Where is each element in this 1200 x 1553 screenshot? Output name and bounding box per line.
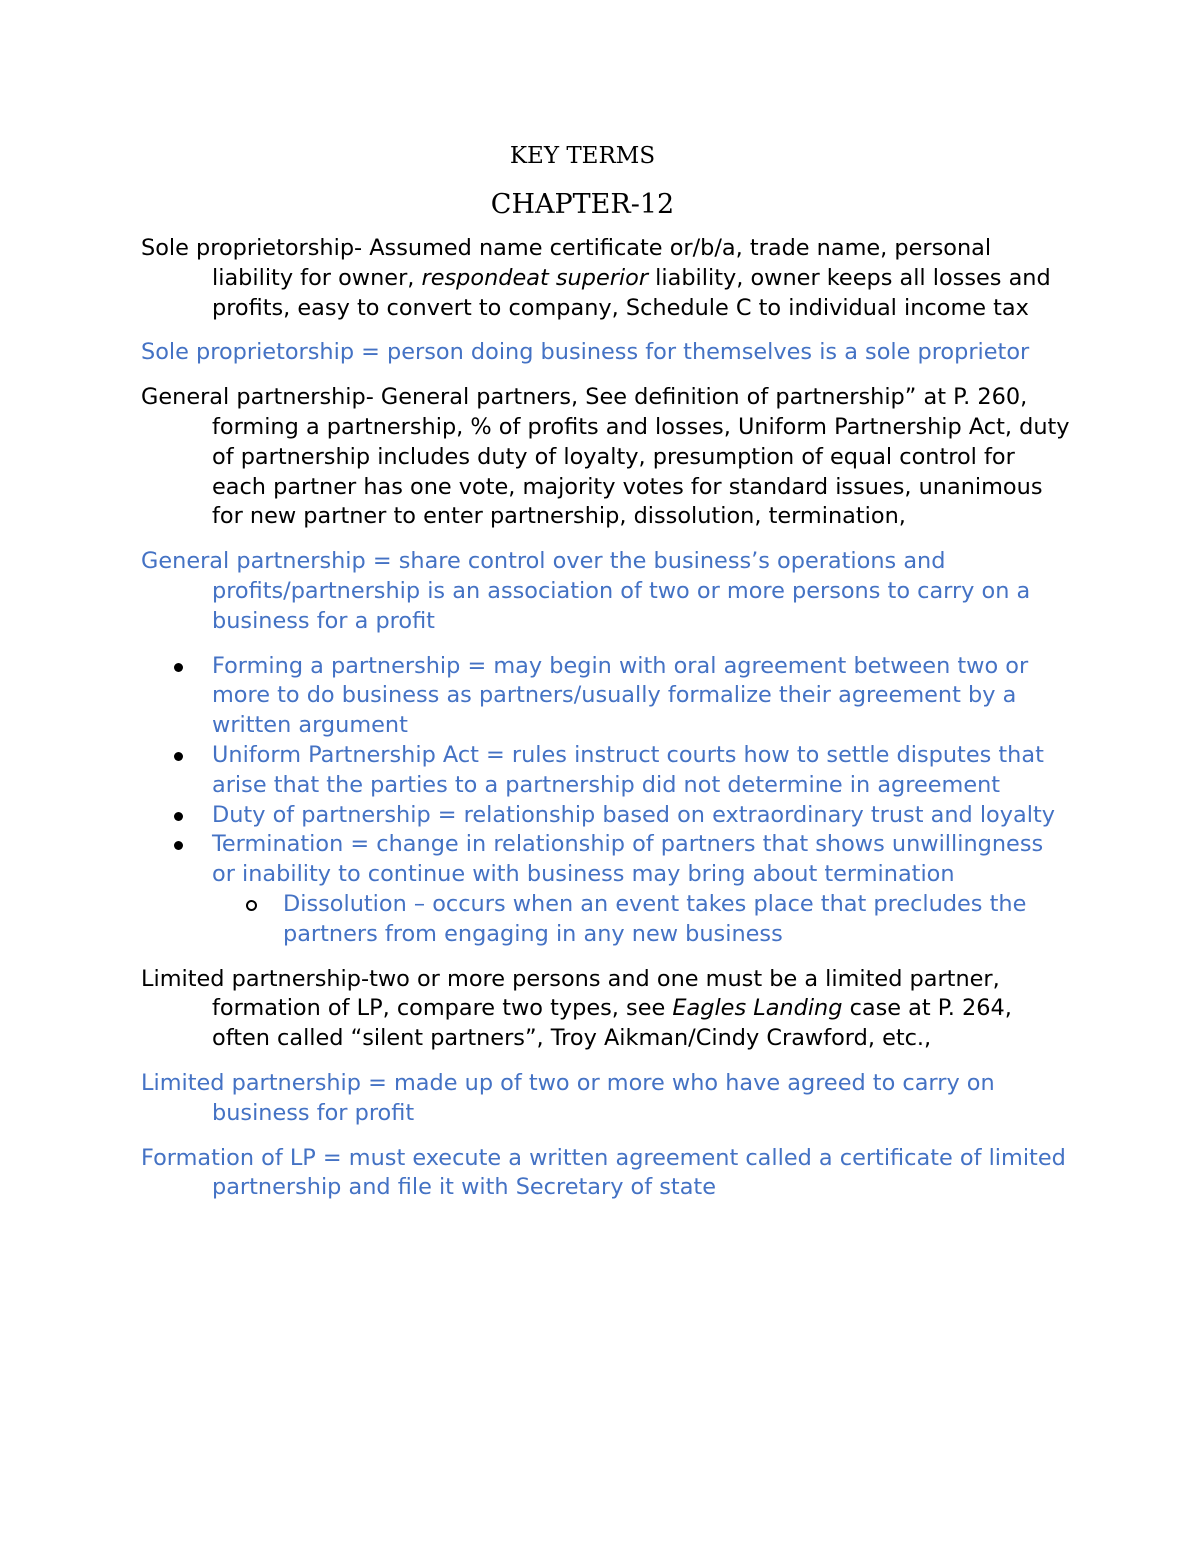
general-partnership-definition: General partnership = share control over the business’s operations and profits/partnership is an association of two or more persons to carry on a business for a profit: [141, 548, 1031, 634]
general-partnership-terms: General partnership- General partners, See definition of partnership” at P. 260, forming a partnership, % of profits and losses, Uniform Partnership Act, duty of partnership includes duty of loyalty, presumption of equal control for each partner has one vote, majority votes for standard issues, unanimous for new partner to enter partnership, dissolution, termination,: [141, 384, 1070, 530]
list-item: Termination = change in relationship of partners that shows unwillingness or inability to continue with business may bring about termination Dissolution – occurs when an event takes place that precludes the partners from engaging in any new business: [212, 830, 1071, 949]
list-item: Dissolution – occurs when an event takes place that precludes the partners from engaging in any new business: [283, 890, 1071, 950]
document-body: [141, 234, 1071, 1218]
formation-of-lp-definition: Formation of LP = must execute a written agreement called a certificate of limited partnership and file it with Secretary of state: [141, 1144, 1066, 1201]
sole-proprietorship-definition: Sole proprietorship = person doing business for themselves is a sole proprietor: [141, 339, 1030, 366]
limited-partnership-definition: Limited partnership = made up of two or more who have agreed to carry on business for profit: [141, 1069, 995, 1126]
key-terms-heading: KEY TERMS: [509, 143, 656, 169]
limited-partnership-terms: Limited partnership-two or more persons and one must be a limited partner, formation of LP, compare two types, see Eagles Landing case at P. 264, often called “silent partners”, Troy Aikman/Cindy Crawford, etc.,: [141, 965, 1012, 1052]
chapter-heading: CHAPTER-12: [490, 189, 675, 220]
bullet-icon: [174, 663, 183, 672]
list-item: Duty of partnership = relationship based on extraordinary trust and loyalty: [212, 801, 1071, 831]
hollow-bullet-icon: [246, 900, 257, 911]
bullet-icon: [174, 841, 183, 850]
bullet-icon: [174, 752, 183, 761]
general-partnership-bullet-list: [141, 652, 1071, 950]
list-item: Forming a partnership = may begin with oral agreement between two or more to do business as partners/usually formalize their agreement by a written argument: [212, 652, 1071, 741]
list-item: Uniform Partnership Act = rules instruct courts how to settle disputes that arise that the parties to a partnership did not determine in agreement: [212, 741, 1071, 801]
bullet-icon: [174, 812, 183, 821]
sub-bullet-list: [212, 890, 1071, 950]
sole-proprietorship-terms: Sole proprietorship- Assumed name certificate or/b/a, trade name, personal liability for owner, respondeat superior liability, owner keeps all losses and profits, easy to convert to company, Schedule C to individual income tax: [141, 235, 1051, 321]
